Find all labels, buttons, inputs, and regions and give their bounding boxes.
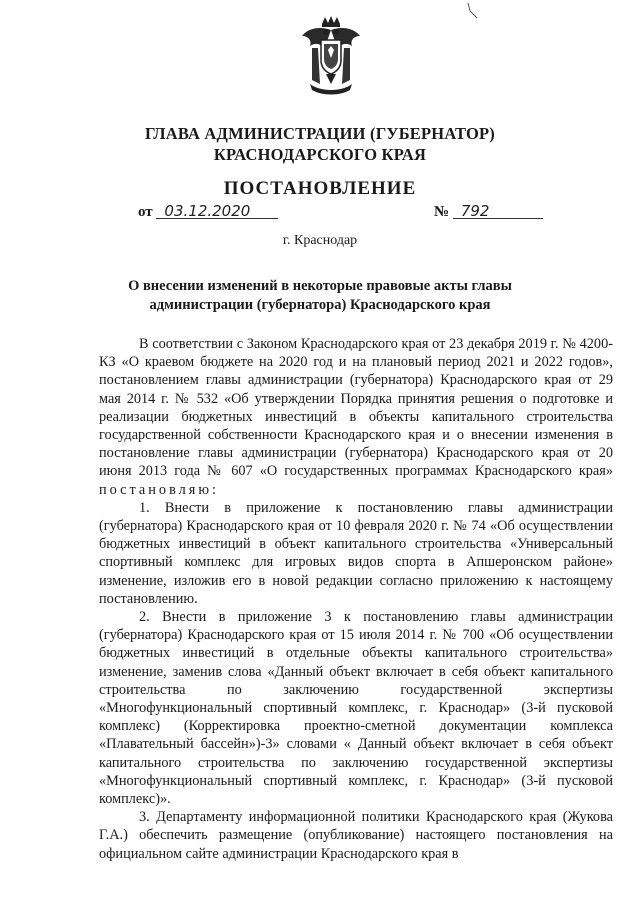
number-label: № <box>434 204 450 220</box>
date-label: от <box>138 204 153 220</box>
document-type-title: ПОСТАНОВЛЕНИЕ <box>223 178 417 199</box>
document-body <box>99 335 613 863</box>
city-line: г. Краснодар <box>282 233 358 248</box>
date-line <box>138 204 278 221</box>
date-value: 03.12.2020 <box>156 204 278 219</box>
coat-of-arms-icon <box>298 14 364 96</box>
clause-2: 2. Внести в приложение 3 к постановлению главы администрации (губернатора) Краснодарского края от 15 июля 2014 г. № 700 «Об осуществлении бюджетных инвестиций в отдельные объекты капитального строительства» изменение, заменив слова «Данный объект включает в себя объект капитального строительства по заключению государственной экспертизы «Многофункциональный спортивный комплекс, г. Краснодар» (3-й пусковой комплекс) (Корректировка проектно-сметной документации комплекса «Плавательный бассейн»)-3» словами « Данный объект включает в себя объект капитального строительства по заключению государственной экспертизы «Многофункциональный спортивный комплекс, г. Краснодар» (3-й пусковой комплекс)». <box>99 609 613 808</box>
resolve-word: постановляю: <box>99 481 219 498</box>
number-value: 792 <box>453 204 543 219</box>
clause-3: 3. Департаменту информационной политики Краснодарского края (Жукова Г.А.) обеспечить размещение (опубликование) настоящего постановления на официальном сайте администрации Краснодарского края в <box>99 809 613 862</box>
pen-stroke-mark-icon <box>466 2 480 20</box>
preamble-text: В соответствии с Законом Краснодарского края от 23 декабря 2019 г. № 4200-КЗ «О краевом бюджете на 2020 год и на плановый период 2021 и 2022 годов», постановлением главы администрации (губернатора) Краснодарского края от 29 мая 2014 г. № 532 «Об утверждении Порядка принятия решения о подготовке и реализации бюджетных инвестиций в объекты капитального строительства государственной собственности Краснодарского края и о внесении изменения в постановление главы администрации (губернатора) Краснодарского края от 20 июня 2013 года № 607 «О государственных программах Краснодарского края» <box>99 336 613 480</box>
number-line <box>434 204 543 221</box>
clause-1: 1. Внести в приложение к постановлению главы администрации (губернатора) Краснодарского края от 10 февраля 2020 г. № 74 «Об осуществлении бюджетных инвестиций в объект капитального строительства «Универсальный спортивный комплекс для игровых видов спорта в Апшеронском районе» изменение, изложив его в новой редакции согласно приложению к настоящему постановлению. <box>99 499 613 607</box>
document-subject: О внесении изменений в некоторые правовые акты главы администрации (губернатора) Краснодарского края <box>128 278 512 313</box>
preamble-paragraph <box>99 335 613 499</box>
issuer-line-1: ГЛАВА АДМИНИСТРАЦИИ (ГУБЕРНАТОР) <box>145 124 495 143</box>
issuer-line-2: КРАСНОДАРСКОГО КРАЯ <box>213 145 427 164</box>
